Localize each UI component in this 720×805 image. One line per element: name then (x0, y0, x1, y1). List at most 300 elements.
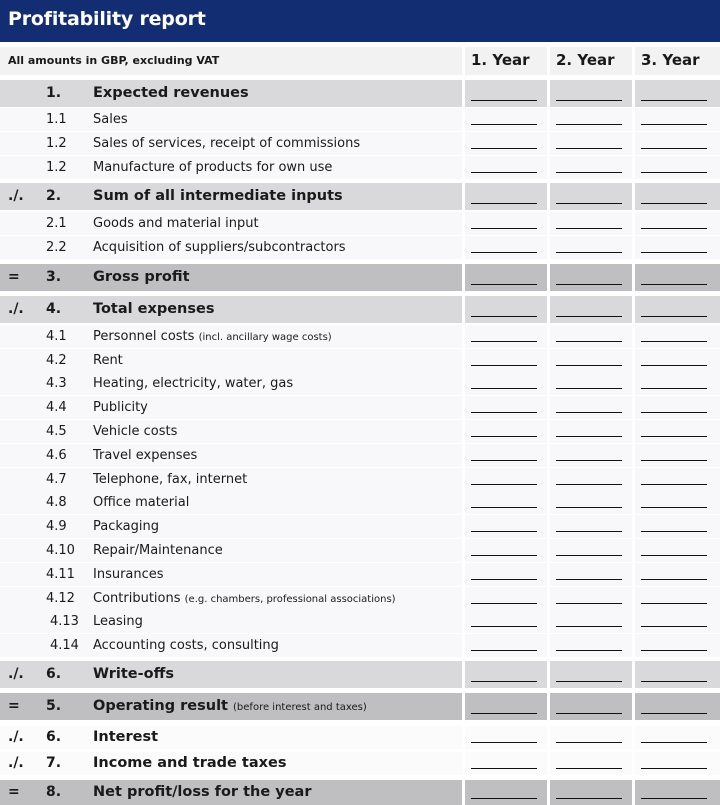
row-label (93, 519, 159, 534)
row-label-cell (0, 183, 462, 210)
amount-blank-line (471, 681, 537, 682)
amount-blank-line (641, 603, 707, 604)
amount-field-year-2[interactable] (550, 444, 632, 467)
row-number: 1.1 (46, 112, 67, 127)
row-label-text: Insurances (93, 567, 164, 582)
amount-blank-line (556, 172, 622, 173)
amount-blank-line (641, 626, 707, 627)
row-label (93, 353, 123, 368)
row-label (93, 160, 332, 175)
amount-field-year-2[interactable] (550, 661, 632, 688)
line-item-row (0, 132, 720, 155)
amount-blank-line (556, 650, 622, 651)
line-item-row (0, 236, 720, 259)
row-label-cell (0, 325, 462, 348)
amount-field-year-2[interactable] (550, 468, 632, 491)
amount-blank-line (641, 100, 707, 101)
amount-field-year-2[interactable] (550, 156, 632, 179)
line-item-row (0, 420, 720, 443)
amount-blank-line (471, 388, 537, 389)
amount-blank-line (471, 579, 537, 580)
row-number: 4.11 (46, 567, 75, 582)
amount-blank-line (471, 124, 537, 125)
line-item-row (0, 515, 720, 538)
row-label-cell (0, 372, 462, 395)
section-row (0, 80, 720, 107)
amount-blank-line (471, 713, 537, 714)
row-number: 4.6 (46, 448, 67, 463)
amount-field-year-2[interactable] (550, 80, 632, 107)
amount-field-year-3[interactable] (635, 236, 720, 259)
header-year-2 (550, 47, 632, 75)
amount-field-year-1[interactable] (465, 108, 547, 131)
amount-blank-line (641, 507, 707, 508)
row-number: 6. (46, 729, 62, 745)
amount-field-year-2[interactable] (550, 108, 632, 131)
amount-field-year-1[interactable] (465, 693, 547, 720)
amount-field-year-2[interactable] (550, 752, 632, 775)
amount-field-year-1[interactable] (465, 587, 547, 610)
amount-blank-line (556, 626, 622, 627)
header-row (0, 47, 720, 75)
amount-field-year-2[interactable] (550, 634, 632, 657)
amount-field-year-3[interactable] (635, 634, 720, 657)
year-1-label: 1. Year (471, 51, 530, 69)
amount-field-year-3[interactable] (635, 420, 720, 443)
row-number: 4.3 (46, 376, 67, 391)
row-number: 1.2 (46, 136, 67, 151)
amount-blank-line (556, 228, 622, 229)
row-number: 1.2 (46, 160, 67, 175)
amount-field-year-3[interactable] (635, 610, 720, 633)
amount-field-year-2[interactable] (550, 236, 632, 259)
amount-field-year-1[interactable] (465, 634, 547, 657)
amount-field-year-1[interactable] (465, 396, 547, 419)
amount-field-year-2[interactable] (550, 396, 632, 419)
amount-field-year-1[interactable] (465, 183, 547, 210)
amount-blank-line (556, 713, 622, 714)
header-year-1 (465, 47, 547, 75)
amount-field-year-3[interactable] (635, 726, 720, 749)
amount-blank-line (471, 148, 537, 149)
amount-blank-line (641, 228, 707, 229)
amount-field-year-2[interactable] (550, 693, 632, 720)
row-label-text: Heating, electricity, water, gas (93, 376, 294, 391)
row-label-text: Personnel costs (93, 329, 195, 344)
amount-field-year-3[interactable] (635, 515, 720, 538)
amount-field-year-2[interactable] (550, 563, 632, 586)
currency-note: All amounts in GBP, excluding VAT (8, 54, 220, 67)
amount-blank-line (471, 436, 537, 437)
amount-blank-line (471, 100, 537, 101)
row-label-cell (0, 515, 462, 538)
amount-blank-line (641, 681, 707, 682)
amount-field-year-1[interactable] (465, 420, 547, 443)
row-label (93, 755, 286, 771)
amount-field-year-3[interactable] (635, 372, 720, 395)
section-row (0, 752, 720, 775)
row-label-text: Acquisition of suppliers/subcontractors (93, 240, 346, 255)
row-label (93, 472, 247, 487)
amount-blank-line (641, 531, 707, 532)
amount-blank-line (641, 798, 707, 799)
amount-field-year-1[interactable] (465, 661, 547, 688)
row-label-cell (0, 610, 462, 633)
row-number: 4.8 (46, 495, 67, 510)
line-item-row (0, 372, 720, 395)
section-row (0, 183, 720, 210)
amount-blank-line (641, 172, 707, 173)
row-label (93, 216, 259, 231)
header-year-3 (635, 47, 720, 75)
header-note-cell (0, 47, 462, 75)
row-label-note: (e.g. chambers, professional associations) (184, 594, 396, 605)
amount-blank-line (641, 650, 707, 651)
row-label (93, 301, 214, 317)
amount-blank-line (556, 742, 622, 743)
row-label-cell (0, 444, 462, 467)
row-label-text: Manufacture of products for own use (93, 160, 333, 175)
amount-blank-line (556, 579, 622, 580)
amount-field-year-3[interactable] (635, 212, 720, 235)
amount-blank-line (556, 388, 622, 389)
line-item-row (0, 610, 720, 633)
amount-field-year-1[interactable] (465, 780, 547, 805)
amount-blank-line (471, 172, 537, 173)
amount-field-year-3[interactable] (635, 587, 720, 610)
row-label (93, 666, 174, 682)
amount-blank-line (471, 555, 537, 556)
row-number: 4.2 (46, 353, 67, 368)
row-label (93, 424, 177, 439)
row-label-cell (0, 661, 462, 688)
operator-symbol: ./. (8, 755, 24, 771)
row-label-cell (0, 780, 462, 805)
row-label (93, 448, 197, 463)
row-label (93, 269, 190, 285)
row-label (93, 85, 249, 101)
amount-blank-line (471, 284, 537, 285)
row-label-text: Vehicle costs (93, 424, 178, 439)
amount-field-year-3[interactable] (635, 349, 720, 372)
row-label-cell (0, 156, 462, 179)
amount-field-year-2[interactable] (550, 372, 632, 395)
row-label-text: Income and trade taxes (93, 755, 287, 771)
amount-field-year-1[interactable] (465, 296, 547, 323)
line-item-row (0, 325, 720, 348)
row-label-cell (0, 132, 462, 155)
line-item-row (0, 444, 720, 467)
amount-field-year-3[interactable] (635, 296, 720, 323)
line-item-row (0, 468, 720, 491)
row-label-text: Operating result (93, 698, 228, 714)
amount-field-year-1[interactable] (465, 80, 547, 107)
amount-blank-line (641, 388, 707, 389)
row-label (93, 136, 360, 151)
amount-field-year-3[interactable] (635, 156, 720, 179)
amount-blank-line (641, 460, 707, 461)
amount-field-year-2[interactable] (550, 212, 632, 235)
row-label-cell (0, 80, 462, 107)
amount-field-year-2[interactable] (550, 132, 632, 155)
amount-field-year-2[interactable] (550, 610, 632, 633)
row-label (93, 188, 343, 204)
amount-field-year-3[interactable] (635, 132, 720, 155)
row-number: 4.13 (50, 614, 79, 629)
amount-field-year-2[interactable] (550, 539, 632, 562)
row-label (93, 729, 158, 745)
amount-field-year-1[interactable] (465, 752, 547, 775)
row-label-cell (0, 420, 462, 443)
amount-field-year-3[interactable] (635, 396, 720, 419)
row-label-cell (0, 563, 462, 586)
operator-symbol: = (8, 698, 20, 714)
row-number: 4.5 (46, 424, 67, 439)
amount-field-year-3[interactable] (635, 563, 720, 586)
row-label-text: Total expenses (93, 301, 215, 317)
row-number: 2. (46, 188, 62, 204)
amount-blank-line (471, 365, 537, 366)
amount-field-year-2[interactable] (550, 780, 632, 805)
row-label-cell (0, 264, 462, 291)
amount-blank-line (641, 284, 707, 285)
row-label-text: Goods and material input (93, 216, 259, 231)
line-item-row (0, 156, 720, 179)
amount-blank-line (641, 436, 707, 437)
line-item-row (0, 491, 720, 514)
amount-blank-line (471, 650, 537, 651)
row-label (93, 543, 223, 558)
amount-field-year-1[interactable] (465, 491, 547, 514)
row-label (93, 495, 189, 510)
row-label-text: Rent (93, 353, 123, 368)
amount-blank-line (471, 228, 537, 229)
amount-field-year-3[interactable] (635, 661, 720, 688)
year-2-label: 2. Year (556, 51, 615, 69)
row-label-cell (0, 693, 462, 720)
row-label-cell (0, 296, 462, 323)
amount-blank-line (641, 742, 707, 743)
row-label (93, 784, 311, 800)
amount-blank-line (641, 412, 707, 413)
row-label-text: Packaging (93, 519, 159, 534)
row-label-cell (0, 349, 462, 372)
amount-blank-line (471, 768, 537, 769)
amount-blank-line (641, 555, 707, 556)
row-number: 4.1 (46, 329, 67, 344)
row-number: 4.9 (46, 519, 67, 534)
amount-blank-line (556, 316, 622, 317)
amount-blank-line (471, 460, 537, 461)
line-item-row (0, 349, 720, 372)
amount-field-year-2[interactable] (550, 325, 632, 348)
amount-blank-line (556, 341, 622, 342)
operator-symbol: ./. (8, 729, 24, 745)
amount-blank-line (556, 798, 622, 799)
row-number: 2.1 (46, 216, 67, 231)
amount-field-year-1[interactable] (465, 212, 547, 235)
amount-field-year-3[interactable] (635, 752, 720, 775)
amount-field-year-2[interactable] (550, 264, 632, 291)
row-label-note: (incl. ancillary wage costs) (198, 332, 332, 343)
row-label-cell (0, 212, 462, 235)
amount-blank-line (641, 252, 707, 253)
row-label-cell (0, 468, 462, 491)
row-number: 4.7 (46, 472, 67, 487)
row-label-cell (0, 726, 462, 749)
row-label (93, 240, 346, 255)
row-label-cell (0, 108, 462, 131)
amount-field-year-2[interactable] (550, 349, 632, 372)
amount-blank-line (641, 484, 707, 485)
amount-field-year-2[interactable] (550, 726, 632, 749)
amount-blank-line (556, 531, 622, 532)
amount-blank-line (556, 365, 622, 366)
amount-blank-line (471, 316, 537, 317)
line-item-row (0, 108, 720, 131)
amount-blank-line (471, 531, 537, 532)
row-label (93, 698, 367, 714)
amount-blank-line (556, 203, 622, 204)
row-label-cell (0, 396, 462, 419)
amount-blank-line (556, 436, 622, 437)
row-label-text: Interest (93, 729, 159, 745)
amount-blank-line (641, 713, 707, 714)
row-label-text: Travel expenses (93, 448, 198, 463)
row-label-cell (0, 752, 462, 775)
section-row (0, 661, 720, 688)
amount-blank-line (641, 341, 707, 342)
amount-blank-line (556, 252, 622, 253)
amount-field-year-1[interactable] (465, 236, 547, 259)
amount-field-year-1[interactable] (465, 563, 547, 586)
row-number: 4. (46, 301, 62, 317)
amount-blank-line (641, 579, 707, 580)
operator-symbol: = (8, 784, 20, 800)
amount-field-year-2[interactable] (550, 296, 632, 323)
amount-field-year-1[interactable] (465, 726, 547, 749)
amount-field-year-3[interactable] (635, 264, 720, 291)
row-label (93, 329, 332, 344)
line-item-row (0, 212, 720, 235)
amount-blank-line (471, 626, 537, 627)
section-row (0, 296, 720, 323)
amount-field-year-2[interactable] (550, 183, 632, 210)
amount-blank-line (556, 124, 622, 125)
amount-blank-line (471, 341, 537, 342)
amount-blank-line (641, 203, 707, 204)
amount-blank-line (556, 681, 622, 682)
amount-field-year-1[interactable] (465, 325, 547, 348)
amount-field-year-3[interactable] (635, 491, 720, 514)
row-label-text: Sales (93, 112, 128, 127)
operator-symbol: ./. (8, 188, 24, 204)
amount-blank-line (556, 555, 622, 556)
amount-field-year-3[interactable] (635, 108, 720, 131)
total-row (0, 264, 720, 291)
amount-blank-line (556, 484, 622, 485)
line-item-row (0, 563, 720, 586)
row-number: 1. (46, 85, 62, 101)
row-label-text: Sales of services, receipt of commissions (93, 136, 361, 151)
amount-blank-line (556, 100, 622, 101)
row-label-text: Leasing (93, 614, 143, 629)
amount-blank-line (556, 507, 622, 508)
amount-blank-line (641, 316, 707, 317)
amount-field-year-1[interactable] (465, 156, 547, 179)
amount-field-year-3[interactable] (635, 693, 720, 720)
amount-blank-line (471, 203, 537, 204)
amount-blank-line (641, 768, 707, 769)
amount-blank-line (556, 460, 622, 461)
amount-blank-line (556, 412, 622, 413)
row-label-cell (0, 587, 462, 610)
row-label-note: (before interest and taxes) (233, 702, 367, 713)
row-label-text: Publicity (93, 400, 148, 415)
amount-blank-line (471, 507, 537, 508)
row-label-text: Contributions (93, 591, 181, 606)
amount-field-year-3[interactable] (635, 539, 720, 562)
amount-blank-line (641, 365, 707, 366)
amount-field-year-3[interactable] (635, 444, 720, 467)
year-3-label: 3. Year (641, 51, 700, 69)
row-number: 6. (46, 666, 62, 682)
row-label (93, 376, 293, 391)
amount-field-year-1[interactable] (465, 264, 547, 291)
amount-field-year-2[interactable] (550, 491, 632, 514)
row-label (93, 614, 143, 629)
row-label (93, 112, 128, 127)
line-item-row (0, 634, 720, 657)
row-label-text: Accounting costs, consulting (93, 638, 279, 653)
row-label-text: Gross profit (93, 269, 190, 285)
amount-field-year-1[interactable] (465, 372, 547, 395)
amount-field-year-1[interactable] (465, 610, 547, 633)
amount-field-year-1[interactable] (465, 444, 547, 467)
row-label-cell (0, 236, 462, 259)
amount-field-year-2[interactable] (550, 515, 632, 538)
row-label-text: Net profit/loss for the year (93, 784, 312, 800)
amount-blank-line (641, 124, 707, 125)
row-number: 4.14 (50, 638, 79, 653)
total-row (0, 780, 720, 805)
line-item-row (0, 587, 720, 610)
amount-field-year-3[interactable] (635, 325, 720, 348)
amount-field-year-2[interactable] (550, 587, 632, 610)
amount-field-year-3[interactable] (635, 468, 720, 491)
row-label-text: Office material (93, 495, 190, 510)
amount-field-year-2[interactable] (550, 420, 632, 443)
amount-field-year-1[interactable] (465, 468, 547, 491)
amount-blank-line (471, 484, 537, 485)
amount-blank-line (556, 284, 622, 285)
amount-field-year-1[interactable] (465, 349, 547, 372)
amount-field-year-3[interactable] (635, 183, 720, 210)
amount-field-year-1[interactable] (465, 539, 547, 562)
amount-field-year-1[interactable] (465, 515, 547, 538)
row-label-text: Write-offs (93, 666, 174, 682)
amount-blank-line (471, 742, 537, 743)
report-title-bar (0, 0, 720, 42)
report-title: Profitability report (8, 8, 206, 30)
amount-field-year-3[interactable] (635, 80, 720, 107)
amount-blank-line (471, 603, 537, 604)
amount-field-year-1[interactable] (465, 132, 547, 155)
amount-field-year-3[interactable] (635, 780, 720, 805)
amount-blank-line (471, 252, 537, 253)
operator-symbol: = (8, 269, 20, 285)
row-label-cell (0, 539, 462, 562)
